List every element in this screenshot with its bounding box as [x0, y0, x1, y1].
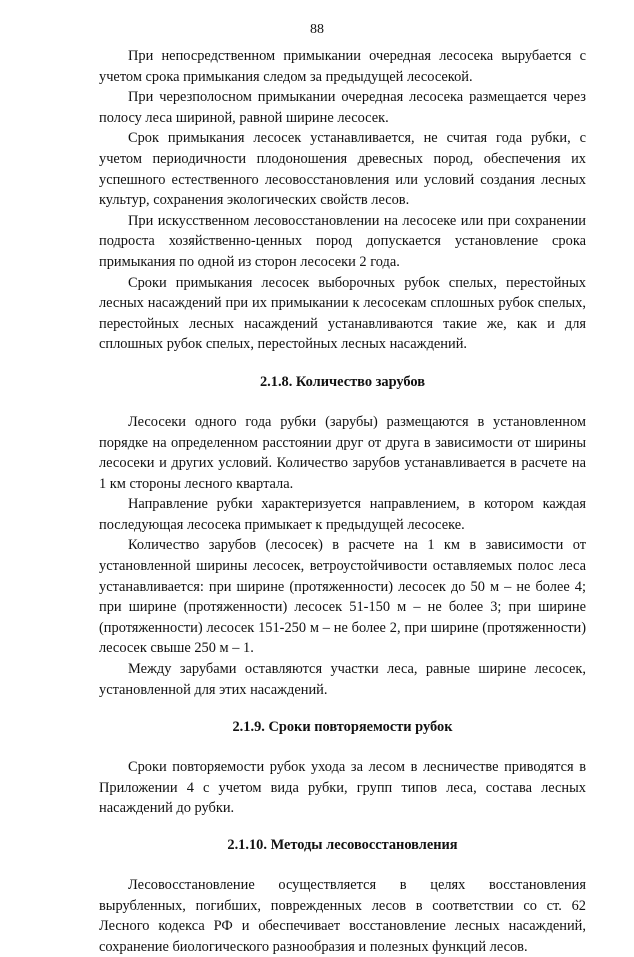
paragraph-cut-quantity: Количество зарубов (лесосек) в расчете на 1 км в зависимости от установленной ширины лесосек, ветроустойчивости оставляемых полос леса устанавливается: при ширине (протяженности) лесосек до 50 м – не более 4; при ширине (протяженности) лесосек 51-150 м – не более 3; при ширине (протяженности) лесосек 151-250 м – не более 2, при ширине (протяженности) лесосек свыше 250 м – 1. [99, 537, 586, 657]
paragraph-restoration: Лесовосстановление осуществляется в целях восстановления вырубленных, погибших, поврежденных лесов в соответствии со ст. 62 Лесного кодекса РФ и обеспечивает восстановление лесных насаждений, сохранение биологического разнообразия и полезных функций лесов. [99, 877, 586, 955]
paragraph-cut-placement: Лесосеки одного года рубки (зарубы) размещаются в установленном порядке на определенном расстоянии друг от друга в зависимости от ширины лесосеки и других условий. Количество зарубов устанавливается в расчете на 1 км стороны лесного квартала. [99, 413, 586, 492]
page-number: 88 [310, 22, 324, 37]
section-heading-repeat-terms: 2.1.9. Сроки повторяемости рубок [232, 719, 453, 736]
paragraph-artificial-restoration: При искусственном лесовосстановлении на лесосеке или при сохранении подроста хозяйственно-ценных пород допускается установление срока примыкания по одной из сторон лесосеки 2 года. [99, 212, 586, 270]
paragraph-selective-cutting-terms: Сроки примыкания лесосек выборочных рубок спелых, перестойных лесных насаждений при их примыкании к лесосекам сплошных рубок спелых, перестойных лесных насаждений устанавливаются такие же, как и для сплошных рубок спелых, перестойных лесных насаждений. [99, 274, 586, 353]
paragraph-adjacent-direct: При непосредственном примыкании очередная лесосека вырубается с учетом срока примыкания следом за предыдущей лесосекой. [99, 48, 586, 85]
paragraph-cut-direction: Направление рубки характеризуется направлением, в котором каждая последующая лесосека примыкает к предыдущей лесосеке. [99, 496, 586, 533]
section-heading-restoration-methods: 2.1.10. Методы лесовосстановления [227, 837, 458, 853]
paragraph-adjacent-strip: При черезполосном примыкании очередная лесосека размещается через полосу леса шириной, равной ширине лесосек. [99, 89, 586, 126]
section-heading-cut-count: 2.1.8. Количество зарубов [259, 373, 426, 390]
paragraph-repeat-terms: Сроки повторяемости рубок ухода за лесом в лесничестве приводятся в Приложении 4 с учетом вида рубки, групп типов леса, состава лесных насаждений до рубки. [99, 759, 586, 817]
paragraph-between-cuts: Между зарубами оставляются участки леса, равные ширине лесосек, установленной для этих насаждений. [99, 661, 586, 698]
paragraph-adjacency-term: Срок примыкания лесосек устанавливается, не считая года рубки, с учетом периодичности плодоношения древесных пород, обеспечения их успешного естественного лесовосстановления или условий создания лесных культур, сохранения экологических свойств лесов. [99, 130, 586, 209]
page-content [99, 46, 586, 957]
